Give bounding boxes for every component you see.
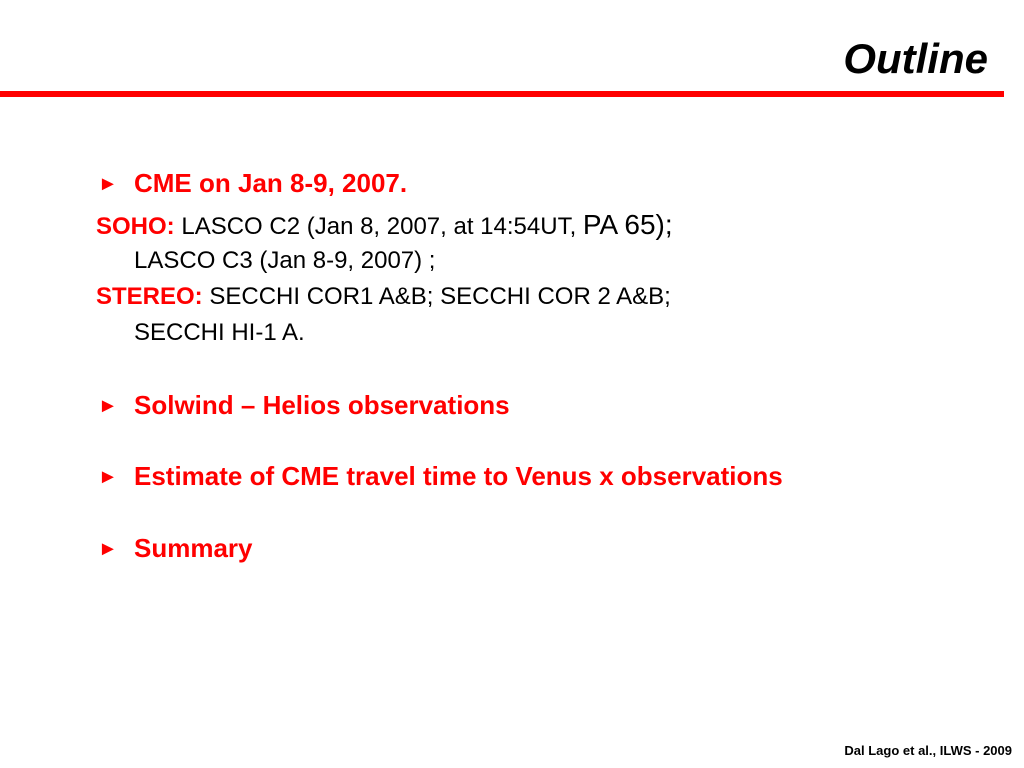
soho-line-1: [96, 211, 673, 239]
bullet-item-summary: [98, 535, 253, 561]
bullet-item-cme: [98, 170, 407, 196]
bullet-arrow-icon: ►: [98, 173, 118, 195]
bullet-arrow-icon: ►: [98, 395, 118, 417]
soho-label: SOHO:: [96, 213, 175, 240]
bullet-item-estimate: [98, 463, 783, 489]
stereo-line-1-text: SECCHI COR1 A&B; SECCHI COR 2 A&B;: [209, 283, 671, 310]
slide-title: Outline: [843, 35, 988, 82]
stereo-line-1: [96, 285, 671, 309]
stereo-label: STEREO:: [96, 283, 203, 310]
bullet-text: Solwind – Helios observations: [134, 390, 510, 420]
soho-pa-text: PA 65);: [582, 209, 673, 240]
bullet-text: Estimate of CME travel time to Venus x observations: [134, 461, 783, 491]
soho-line-1-text: LASCO C2 (Jan 8, 2007, at 14:54UT,: [181, 213, 577, 240]
bullet-item-solwind: [98, 392, 510, 418]
bullet-text: CME on Jan 8-9, 2007.: [134, 168, 408, 198]
bullet-arrow-icon: ►: [98, 466, 118, 488]
slide-footer: Dal Lago et al., ILWS - 2009: [844, 743, 1012, 758]
bullet-arrow-icon: ►: [98, 538, 118, 560]
bullet-text: Summary: [134, 533, 253, 563]
soho-line-2: LASCO C3 (Jan 8-9, 2007) ;: [134, 247, 436, 274]
stereo-line-2: SECCHI HI-1 A.: [134, 319, 305, 346]
